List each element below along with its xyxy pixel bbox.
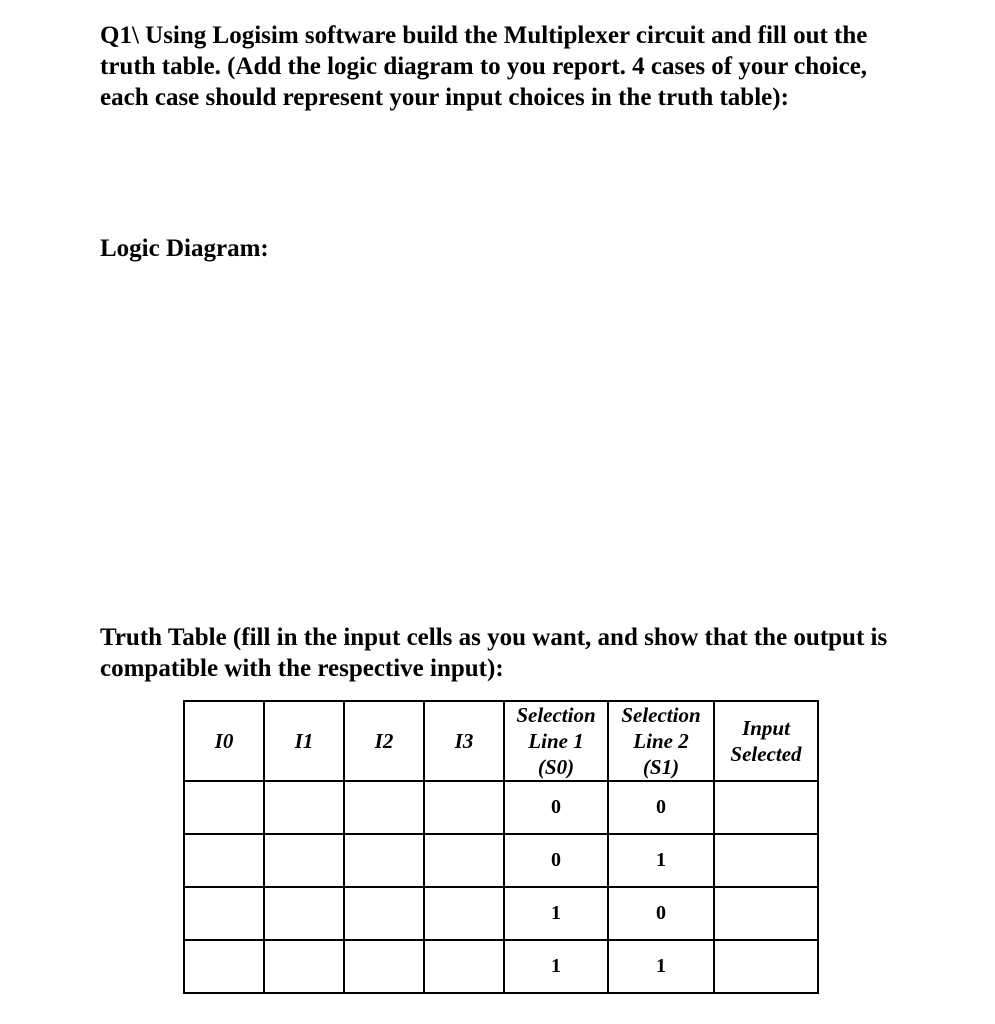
header-selection-line-1 [504, 701, 608, 781]
header-s1-line1: Selection [621, 703, 701, 727]
header-input-selected [714, 701, 818, 781]
header-i0: I0 [184, 701, 264, 781]
cell-i3[interactable] [424, 940, 504, 993]
cell-i1[interactable] [264, 887, 344, 940]
header-i3: I3 [424, 701, 504, 781]
cell-s0: 1 [504, 940, 608, 993]
header-s0-line2: Line 1 [528, 729, 584, 753]
header-selection-line-2 [608, 701, 714, 781]
cell-i2[interactable] [344, 940, 424, 993]
cell-i3[interactable] [424, 781, 504, 834]
truth-table-header-row [184, 701, 818, 781]
cell-i1[interactable] [264, 834, 344, 887]
cell-i2[interactable] [344, 834, 424, 887]
logic-diagram-heading: Logic Diagram: [100, 235, 269, 262]
truth-table [183, 700, 819, 994]
header-i2: I2 [344, 701, 424, 781]
header-output-line1: Input [742, 716, 790, 740]
table-row [184, 781, 818, 834]
cell-s1: 1 [608, 834, 714, 887]
logic-diagram-area [100, 270, 900, 610]
cell-i0[interactable] [184, 940, 264, 993]
cell-output[interactable] [714, 940, 818, 993]
header-s1-line3: (S1) [642, 755, 680, 779]
cell-s0: 0 [504, 834, 608, 887]
cell-i1[interactable] [264, 940, 344, 993]
cell-i1[interactable] [264, 781, 344, 834]
table-row [184, 940, 818, 993]
cell-s1: 0 [608, 781, 714, 834]
header-i1: I1 [264, 701, 344, 781]
header-output-line2: Selected [730, 742, 802, 766]
cell-s1: 0 [608, 887, 714, 940]
header-s1-line2: Line 2 [633, 729, 689, 753]
cell-i3[interactable] [424, 834, 504, 887]
cell-i2[interactable] [344, 887, 424, 940]
cell-i0[interactable] [184, 887, 264, 940]
question-text: Q1\ Using Logisim software build the Multiplexer circuit and fill out the truth table. (Add the logic diagram to you report. 4 cases of your choice, each case should represent your input choices in the truth table): [100, 22, 868, 111]
cell-i0[interactable] [184, 834, 264, 887]
cell-output[interactable] [714, 834, 818, 887]
cell-s0: 0 [504, 781, 608, 834]
cell-i0[interactable] [184, 781, 264, 834]
table-row [184, 887, 818, 940]
header-s0-line1: Selection [516, 703, 596, 727]
header-s0-line3: (S0) [537, 755, 575, 779]
truth-table-caption: Truth Table (fill in the input cells as you want, and show that the output is compatible with the respective input): [100, 624, 888, 682]
table-row [184, 834, 818, 887]
cell-s0: 1 [504, 887, 608, 940]
cell-output[interactable] [714, 781, 818, 834]
cell-i3[interactable] [424, 887, 504, 940]
cell-output[interactable] [714, 887, 818, 940]
cell-i2[interactable] [344, 781, 424, 834]
cell-s1: 1 [608, 940, 714, 993]
